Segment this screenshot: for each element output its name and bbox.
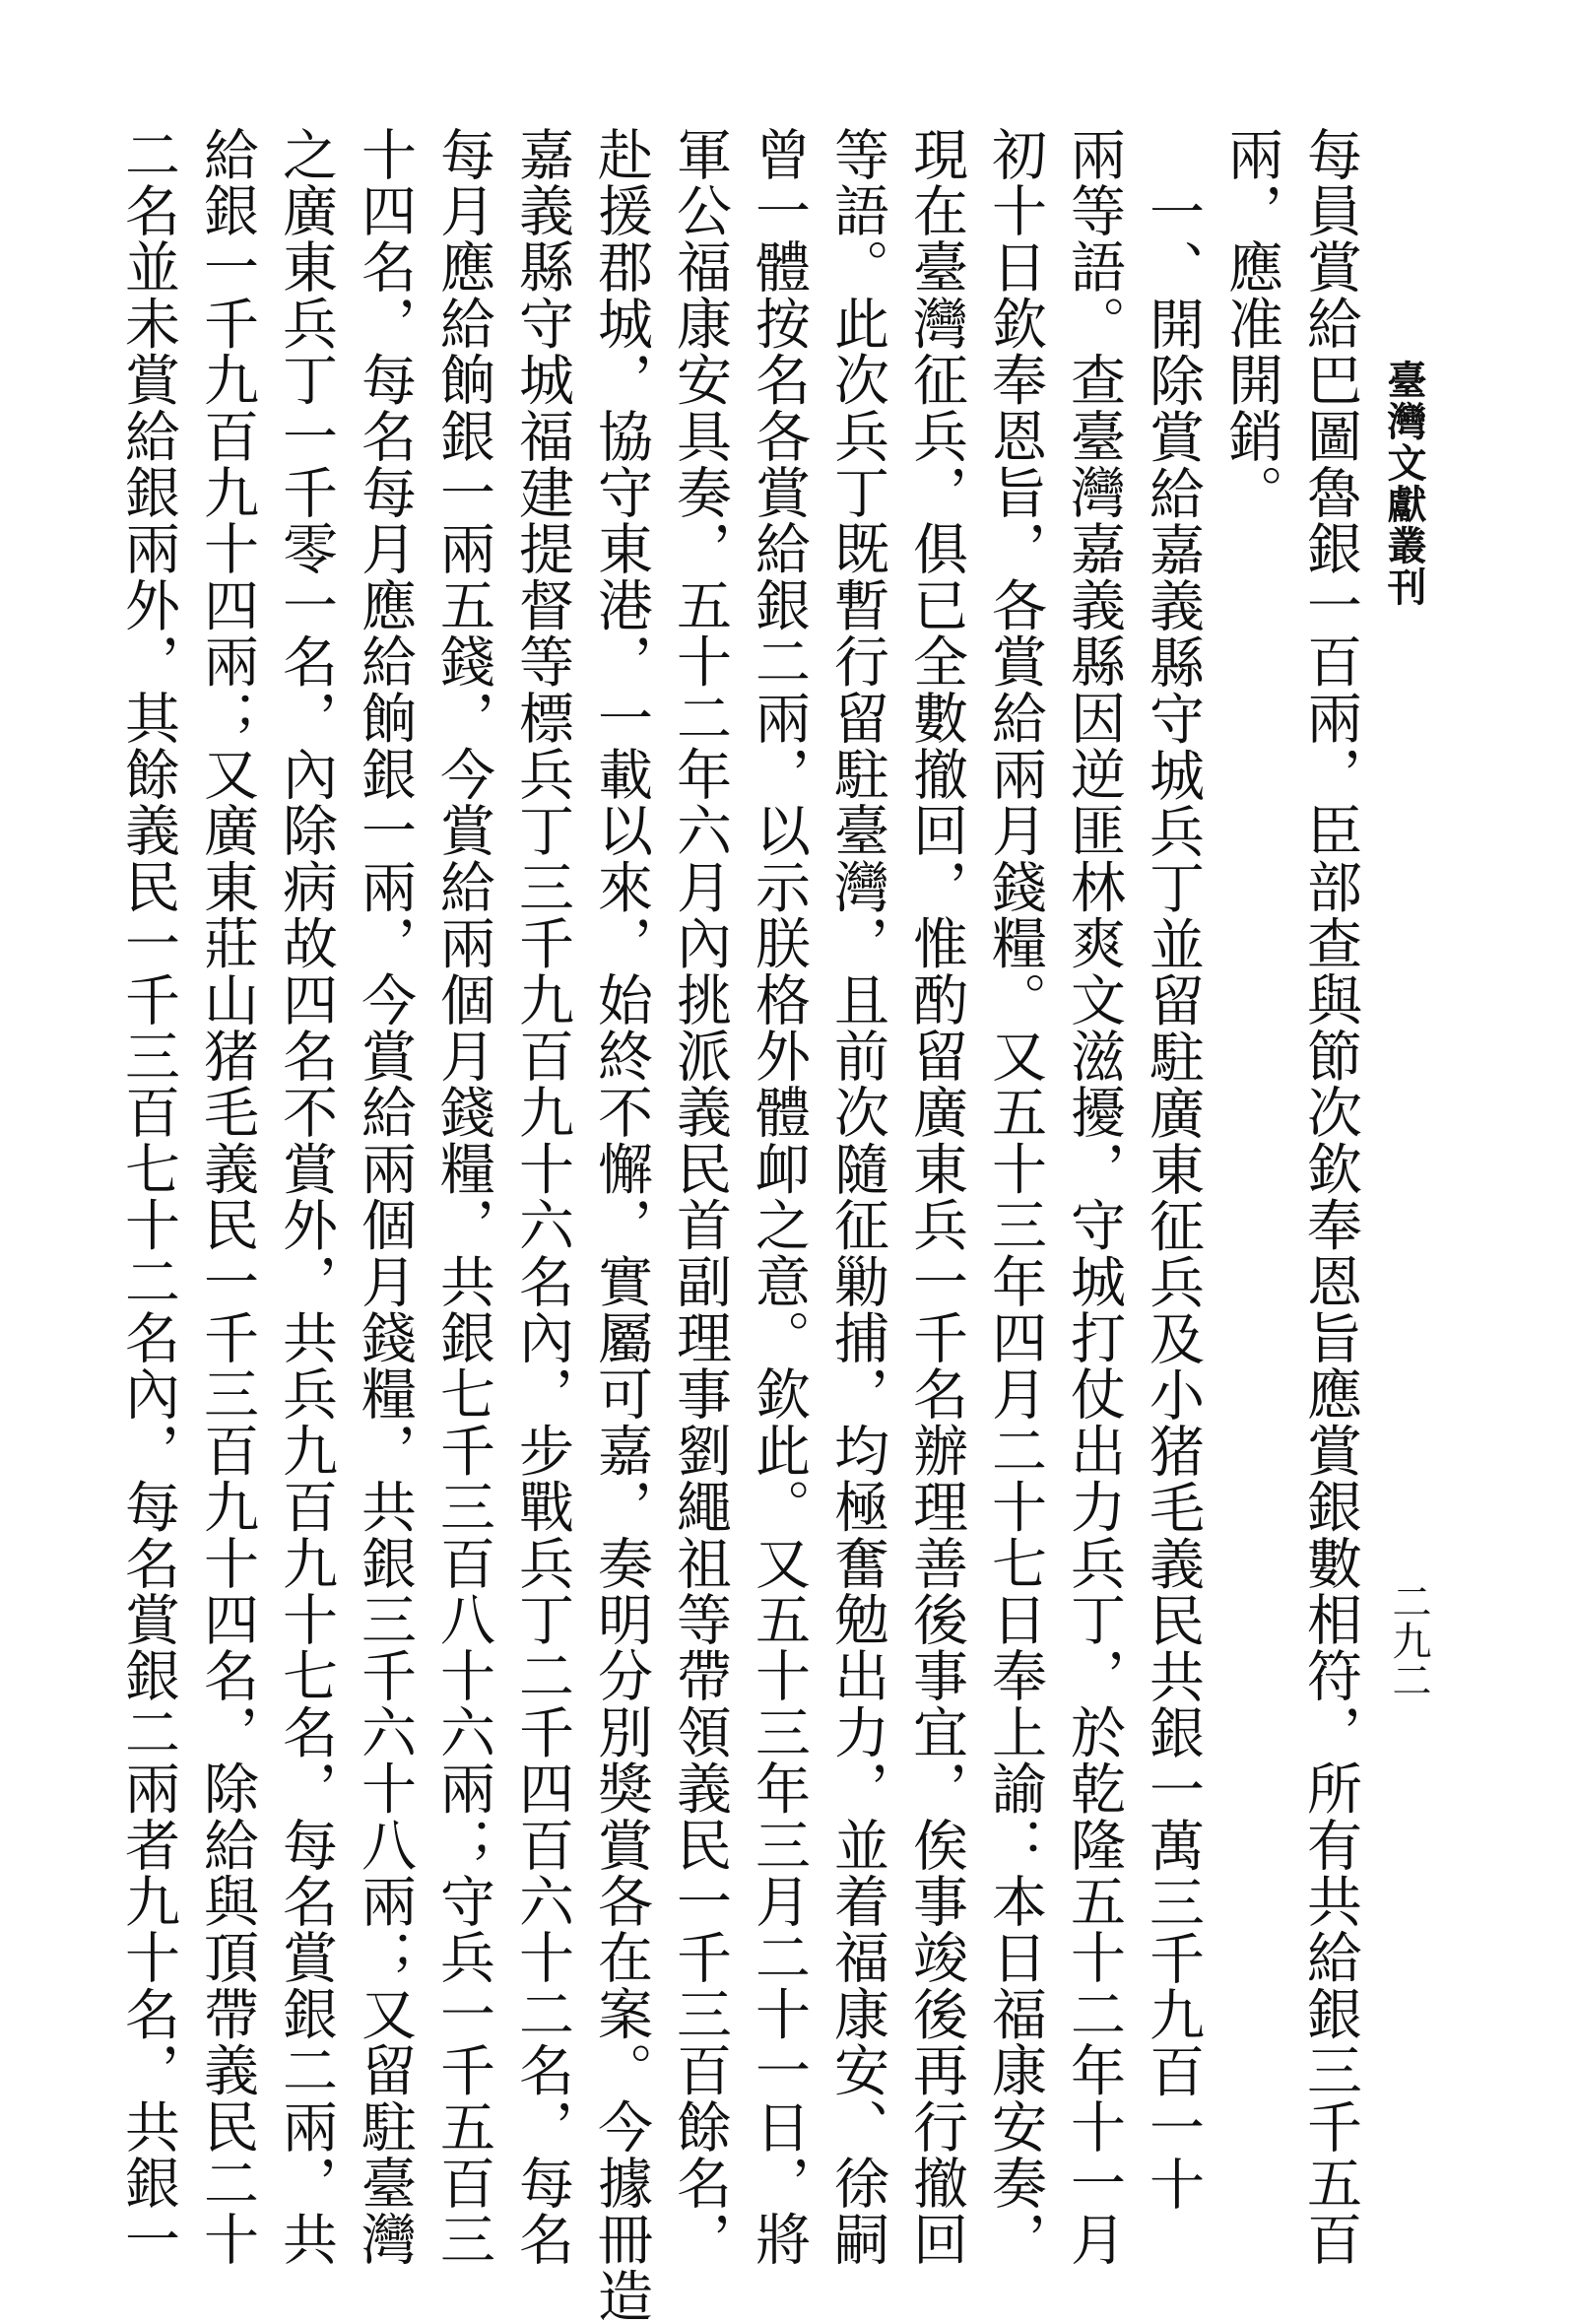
text-column: 每員賞給巴圖魯銀一百兩，臣部查與節次欽奉恩旨應賞銀數相符，所有共給銀三千五百 bbox=[1298, 126, 1362, 2268]
text-column: 赴援郡城，協守東港，一載以來，始終不懈，實屬可嘉，奏明分別獎賞各在案。今據冊造 bbox=[589, 126, 653, 2324]
text-column: 初十日欽奉恩旨，各賞給兩月錢糧。又五十三年四月二十七日奉上諭：本日福康安奏， bbox=[983, 126, 1047, 2268]
text-column: 現在臺灣征兵，俱已全數撤回，惟酌留廣東兵一千名辦理善後事宜，俟事竣後再行撤回 bbox=[904, 126, 968, 2268]
text-column: 軍公福康安具奏，五十二年六月內挑派義民首副理事劉繩祖等帶領義民一千三百餘名， bbox=[668, 126, 732, 2268]
text-column: 曾一體按名各賞給銀二兩，以示朕格外體卹之意。欽此。又五十三年三月二十一日，將 bbox=[747, 126, 811, 2268]
text-column: 二名並未賞給銀兩外，其餘義民一千三百七十二名內，每名賞銀二兩者九十名，共銀一 bbox=[116, 126, 180, 2268]
text-column: 兩，應准開銷。 bbox=[1219, 126, 1283, 521]
text-column: 十四名，每名每月應給餉銀一兩，今賞給兩個月錢糧，共銀三千六十八兩；又留駐臺灣 bbox=[353, 126, 417, 2268]
text-column: 等語。此次兵丁既暫行留駐臺灣，且前次隨征勦捕，均極奮勉出力，並着福康安、徐嗣 bbox=[825, 126, 889, 2268]
running-head: 臺灣文獻叢刊 bbox=[1381, 360, 1427, 608]
text-column: 嘉義縣守城福建提督等標兵丁三千九百九十六名內，步戰兵丁二千四百六十二名，每名 bbox=[510, 126, 574, 2268]
text-column: 之廣東兵丁一千零一名，內除病故四名不賞外，共兵九百九十七名，每名賞銀二兩，共 bbox=[274, 126, 338, 2268]
page-number: 二九二 bbox=[1386, 1581, 1431, 1699]
text-column: 每月應給餉銀一兩五錢，今賞給兩個月錢糧，共銀七千三百八十六兩；守兵一千五百三 bbox=[431, 126, 495, 2268]
text-column: 一、開除賞給嘉義縣守城兵丁並留駐廣東征兵及小猪毛義民共銀一萬三千九百一十 bbox=[1141, 183, 1205, 2213]
body-text bbox=[108, 126, 1369, 2324]
text-column: 給銀一千九百九十四兩；又廣東莊山猪毛義民一千三百九十四名，除給與頂帶義民二十 bbox=[195, 126, 259, 2268]
text-column: 兩等語。查臺灣嘉義縣因逆匪林爽文滋擾，守城打仗出力兵丁，於乾隆五十二年十一月 bbox=[1062, 126, 1126, 2268]
